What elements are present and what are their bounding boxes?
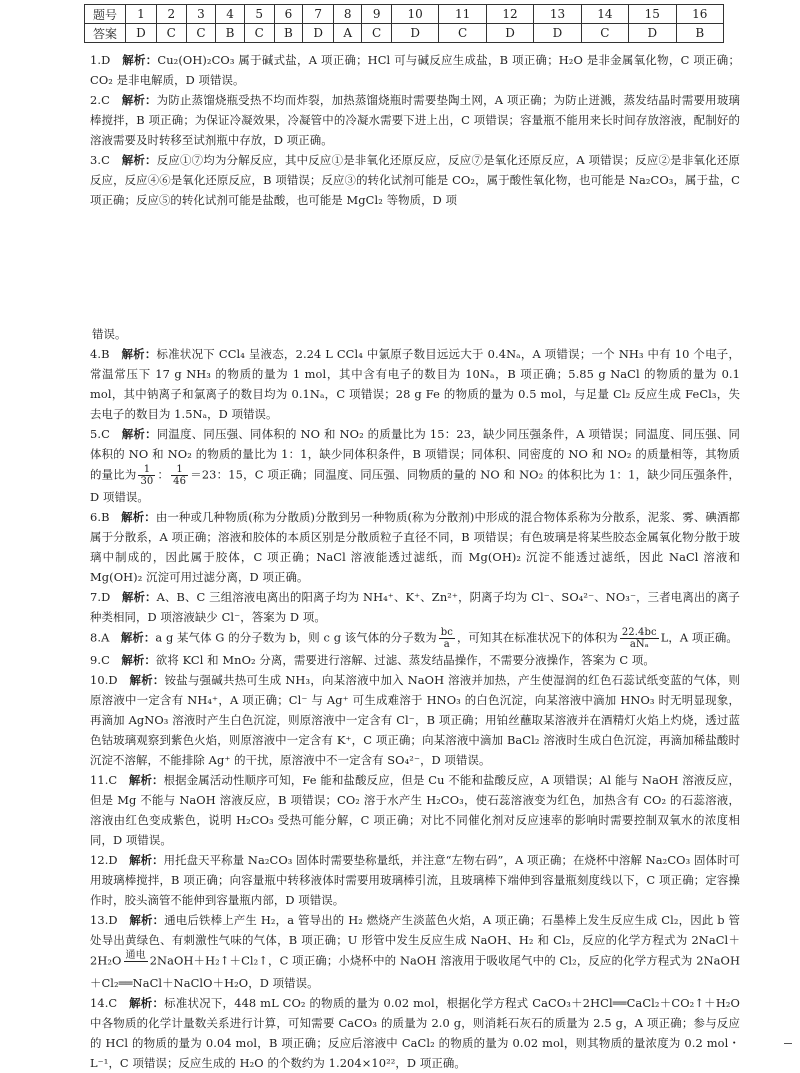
answer-cell: B <box>676 24 723 43</box>
question-number: 15 <box>629 5 676 24</box>
answer-cell: D <box>629 24 676 43</box>
explanation-item-13: 13.D 解析：通电后铁棒上产生 H₂，a 管导出的 H₂ 燃烧产生淡蓝色火焰，A 项正确；石墨棒上发生反应生成 Cl₂，因此 b 管处导出黄绿色、有刺激性气味的气体，B 项正确；U 形管中发生反应生成 NaOH、H₂ 和 Cl₂，反应的化学方程式为 2NaCl＋2H₂O 通电 2NaOH＋H₂↑＋Cl₂↑，C 项正确；小烧杯中的 NaOH 溶液用于吸收尾气中的 Cl₂，反应的化学方程式为 2NaOH＋Cl₂══NaCl＋NaClO＋H₂O，D 项错误。 <box>90 913 740 990</box>
question-number: 9 <box>362 5 392 24</box>
question-number: 3 <box>186 5 216 24</box>
fraction: $\frac{bc}{a}$ <box>440 627 453 650</box>
question-number: 7 <box>303 5 334 24</box>
explanation-item-3-continued: 错误。 <box>92 327 127 341</box>
question-number-row <box>85 5 724 24</box>
answer-row <box>85 24 724 43</box>
explanation-block-1-3 <box>90 50 740 210</box>
answer-cell: C <box>186 24 216 43</box>
answer-cell: B <box>216 24 245 43</box>
answer-cell: D <box>534 24 581 43</box>
explanation-block-4-14 <box>90 324 740 1073</box>
answer-cell: C <box>244 24 274 43</box>
question-number: 16 <box>676 5 723 24</box>
explanation-item-4: 4.B 解析：标准状况下 CCl₄ 呈液态，2.24 L CCl₄ 中氯原子数目远远大于 0.4Nₐ，A 项错误；一个 NH₃ 中有 10 个电子，常温常压下 17 g NH₃ 的物质的量为 1 mol，其中含有电子的数目为 10Nₐ，B 项正确；5.85 g NaCl 的物质的量为 0.1 mol，其中钠离子和氯离子的数目均为 0.1Nₐ，C 项错误；28 g Fe 的物质的量为 0.5 mol，与足量 Cl₂ 反应生成 FeCl₃，失去电子的数目为 1.5Nₐ，D 项错误。 <box>90 347 740 421</box>
question-number: 4 <box>216 5 245 24</box>
answer-cell: D <box>303 24 334 43</box>
answer-cell: D <box>486 24 533 43</box>
explanation-item-10: 10.D 解析：铵盐与强碱共热可生成 NH₃，向某溶液中加入 NaOH 溶液并加热，产生使湿润的红色石蕊试纸变蓝的气体，则原溶液中一定含有 NH₄⁺，A 项正确；Cl⁻ 与 Ag⁺ 可生成难溶于 HNO₃ 的白色沉淀，向某溶液中滴加 HNO₃ 时无明显现象，再滴加 AgNO₃ 溶液时产生白色沉淀，则原溶液中一定含有 Cl⁻，B 项正确；用铂丝蘸取某溶液并在酒精灯火焰上灼烧，透过蓝色钴玻璃观察到紫色火焰，则原溶液中一定含有 K⁺，C 项正确；向某溶液中滴加 BaCl₂ 溶液时生成白色沉淀，再滴加稀盐酸时沉淀不溶解，不能排除 Ag⁺ 的干扰，原溶液中不一定含有 SO₄²⁻，D 项错误。 <box>90 673 740 767</box>
question-number: 14 <box>581 5 628 24</box>
question-number: 6 <box>274 5 303 24</box>
fraction: $\frac{22.4bc}{\text{aNₐ}}$ <box>621 627 657 650</box>
question-number: 2 <box>156 5 186 24</box>
answer-cell: C <box>439 24 486 43</box>
explanation-item-14: 14.C 解析：标准状况下，448 mL CO₂ 的物质的量为 0.02 mol，根据化学方程式 CaCO₃＋2HCl══CaCl₂＋CO₂↑＋H₂O 中各物质的化学计量数关系进行计算，可知需要 CaCO₃ 的质量为 2.0 g，则消耗石灰石的质量为 2.5 g，A 项正确；参与反应的 HCl 的物质的量为 0.04 mol，B 项正确；反应后溶液中 CaCl₂ 的物质的量为 0.02 mol，则其物质的量浓度为 0.2 mol・L⁻¹，C 项错误；反应生成的 H₂O 的个数约为 1.204×10²²，D 项正确。 <box>90 996 740 1070</box>
question-number: 11 <box>439 5 486 24</box>
answer-cell: A <box>334 24 362 43</box>
question-number: 13 <box>534 5 581 24</box>
explanation-item-5: 5.C 解析：同温度、同压强、同体积的 NO 和 NO₂ 的质量比为 15：23，缺少同压强条件，A 项错误；同温度、同压强、同体积的 NO 和 NO₂ 的物质的量比为 1：1，缺少同体积条件，B 项错误；同体积、同密度的 NO 和 NO₂ 的质量相等，其物质的量比为 $\frac{1}{30}$ ： $\frac{1}{46}$ ＝23：15，C 项正确；同温度、同压强、同物质的量的 NO 和 NO₂ 的体积比为 1：1，缺少同压强条件，D 项错误。 <box>90 427 740 504</box>
reaction-condition: 通电 <box>125 950 146 961</box>
explanation-item-12: 12.D 解析：用托盘天平称量 Na₂CO₃ 固体时需要垫称量纸，并注意“左物右码”，A 项正确；在烧杯中溶解 Na₂CO₃ 固体时可用玻璃棒搅拌，B 项正确；向容量瓶中转移液体时需要用玻璃棒引流，且玻璃棒下端伸到容量瓶刻度线以下，C 项正确；定容操作时，胶头滴管不能伸到容量瓶内部，D 项错误。 <box>90 853 740 907</box>
row-label-question: 题号 <box>85 5 126 24</box>
fraction: $\frac{1}{30}$ <box>140 464 154 487</box>
explanation-item-6: 6.B 解析：由一种或几种物质(称为分散质)分散到另一种物质(称为分散剂)中形成的混合物体系称为分散系，泥浆、雾、碘酒都属于分散系，A 项正确；溶液和胶体的本质区别是分散质粒子直径不同，B 项错误；有色玻璃是将某些胶态金属氧化物分散于玻璃中制成的，因此属于胶体，C 项正确；NaCl 溶液能透过滤纸，而 Mg(OH)₂ 沉淀不能透过滤纸，因此 NaCl 溶液和 Mg(OH)₂ 沉淀可用过滤分离，D 项正确。 <box>90 510 740 584</box>
answer-cell: D <box>126 24 157 43</box>
row-label-answer: 答案 <box>85 24 126 43</box>
answer-cell: C <box>156 24 186 43</box>
answer-cell: C <box>362 24 392 43</box>
question-number: 1 <box>126 5 157 24</box>
answer-cell: D <box>391 24 438 43</box>
explanation-item-11: 11.C 解析：根据金属活动性顺序可知，Fe 能和盐酸反应，但是 Cu 不能和盐酸反应，A 项错误；Al 能与 NaOH 溶液反应，但是 Mg 不能与 NaOH 溶液反应，B 项错误；CO₂ 溶于水产生 H₂CO₃，使石蕊溶液变为红色，加热含有 CO₂ 的石蕊溶液，溶液由红色变成紫色，说明 H₂CO₃ 受热可能分解，C 项正确；对比不同催化剂对反应速率的影响时需要控制双氧水的浓度相同，D 项错误。 <box>90 773 740 847</box>
question-number: 8 <box>334 5 362 24</box>
question-number: 5 <box>244 5 274 24</box>
explanation-item-1: 1.D 解析：Cu₂(OH)₂CO₃ 属于碱式盐，A 项正确；HCl 可与碱反应生成盐，B 项正确；H₂O 是非金属氧化物，C 项正确；CO₂ 是非电解质，D 项错误。 <box>90 53 740 87</box>
explanation-item-8: 8.A 解析：a g 某气体 G 的分子数为 b，则 c g 该气体的分子数为 $\frac{bc}{a}$ ，可知其在标准状况下的体积为 $\frac{22.4bc}{\text{aNₐ}}$ L，A 项正确。 <box>90 627 738 650</box>
explanation-item-9: 9.C 解析：欲将 KCl 和 MnO₂ 分离，需要进行溶解、过滤、蒸发结晶操作，不需要分液操作，答案为 C 项。 <box>90 653 655 667</box>
question-number: 10 <box>391 5 438 24</box>
answer-table <box>84 4 724 43</box>
explanation-item-2: 2.C 解析：为防止蒸馏烧瓶受热不均而炸裂，加热蒸馏烧瓶时需要垫陶土网，A 项正确；为防止迸溅，蒸发结晶时需要用玻璃棒搅拌，B 项正确；为保证冷凝效果，冷凝管中的冷凝水需要下进上出，C 项错误；容量瓶不能用来长时间存放溶液，配制好的溶液需要及时转移至试剂瓶中存放，D 项正确。 <box>90 93 740 147</box>
fraction: $\frac{1}{46}$ <box>173 464 187 487</box>
explanation-item-3: 3.C 解析：反应①⑦均为分解反应，其中反应①是非氧化还原反应，反应⑦是氧化还原反应，A 项错误；反应②是非氧化还原反应，反应④⑥是氧化还原反应，B 项错误；反应③的转化试剂可能是 CO₂，属于酸性氧化物，也可能是 Na₂CO₃，属于盐，C 项正确；反应⑤的转化试剂可能是盐酸，也可能是 MgCl₂ 等物质，D 项 <box>90 153 740 207</box>
answer-cell: B <box>274 24 303 43</box>
answer-cell: C <box>581 24 628 43</box>
page-edge-mark <box>784 1043 792 1044</box>
question-number: 12 <box>486 5 533 24</box>
explanation-item-7: 7.D 解析：A、B、C 三组溶液电离出的阳离子均为 NH₄⁺、K⁺、Zn²⁺，阴离子均为 Cl⁻、SO₄²⁻、NO₃⁻，三者电离出的离子种类相同，D 项溶液缺少 Cl⁻，答案为 D 项。 <box>90 590 740 624</box>
